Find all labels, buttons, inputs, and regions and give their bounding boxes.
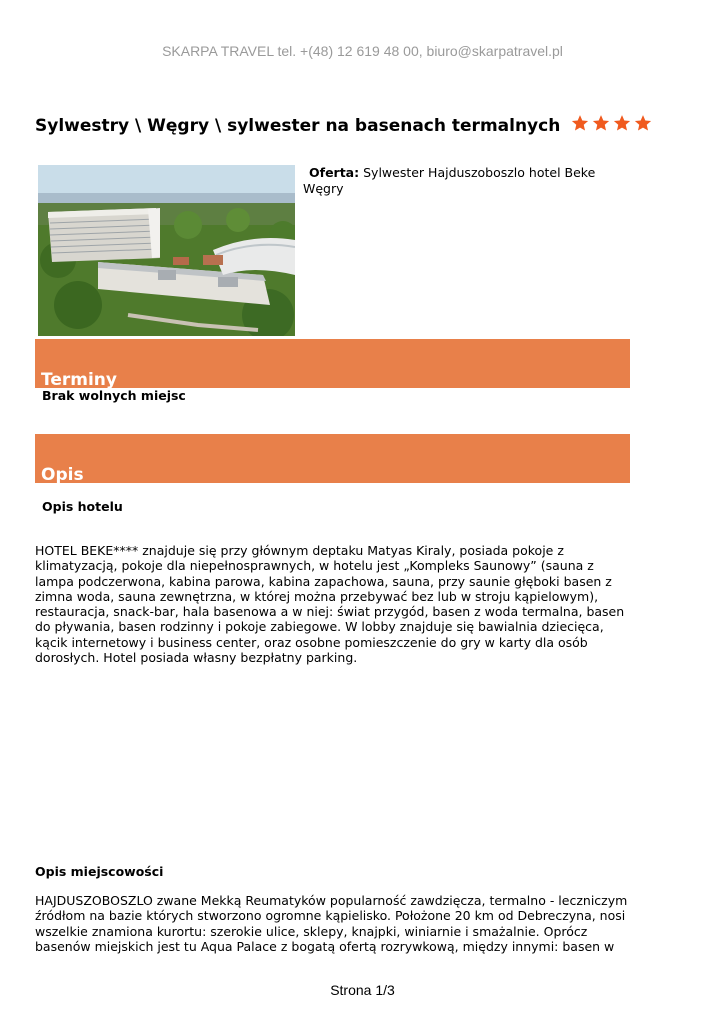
section-title-terminy: Terminy	[41, 370, 117, 390]
availability-text: Brak wolnych miejsc	[42, 388, 186, 403]
star-icon	[571, 114, 589, 132]
offer-block	[303, 165, 603, 197]
hotel-description-heading: Opis hotelu	[42, 499, 123, 514]
section-title-opis: Opis	[41, 465, 84, 485]
page-number: Strona 1/3	[330, 982, 395, 998]
hotel-photo	[38, 165, 295, 336]
star-rating	[571, 114, 652, 132]
section-header-opis	[35, 434, 630, 483]
hotel-description-text: HOTEL BEKE**** znajduje się przy głównym deptaku Matyas Kiraly, posiada pokoje z klimatyzacją, pokoje dla niepełnosprawnych, w hotelu jest „Kompleks Saunowy” (sauna z lampa podczerwona, kabina parowa, kabina zapachowa, sauna, przy saunie głęboki basen z zimna woda, sauna zewnętrzna, w której można przebywać bez lub w stroju kąpielowym), restauracja, snack-bar, hala basenowa a w niej: świat przygód, basen z woda termalna, basen do pływania, basen rodzinny i pokoje zabiegowe. W lobby znajduje się bawialnia dziecięca, kącik internetowy i business center, oraz osobne pomieszczenie do gry w karty dla osób dorosłych. Hotel posiada własny bezpłatny parking.	[35, 543, 625, 666]
star-icon	[613, 114, 631, 132]
star-icon	[592, 114, 610, 132]
page-title: Sylwestry \ Węgry \ sylwester na basenach termalnych	[35, 116, 561, 136]
section-header-terminy	[35, 339, 630, 388]
town-description-heading: Opis miejscowości	[35, 864, 164, 879]
town-description-text: HAJDUSZOBOSZLO zwane Mekką Reumatyków popularność zawdzięcza, termalno - leczniczym źródłom na bazie których stworzono ogromne kąpielisko. Położone 20 km od Debreczyna, nosi wszelkie znamiona kurortu: szerokie ulice, sklepy, knajpki, winiarnie i smażalnie. Oprócz basenów miejskich jest tu Aqua Palace z bogatą ofertą rozrywkową, między innymi: basen w	[35, 893, 628, 954]
offer-text: Sylwester Hajduszoboszlo hotel Beke Węgry	[303, 165, 596, 196]
offer-label: Oferta:	[309, 165, 360, 180]
star-icon	[634, 114, 652, 132]
header-contact: SKARPA TRAVEL tel. +(48) 12 619 48 00, biuro@skarpatravel.pl	[162, 43, 563, 59]
